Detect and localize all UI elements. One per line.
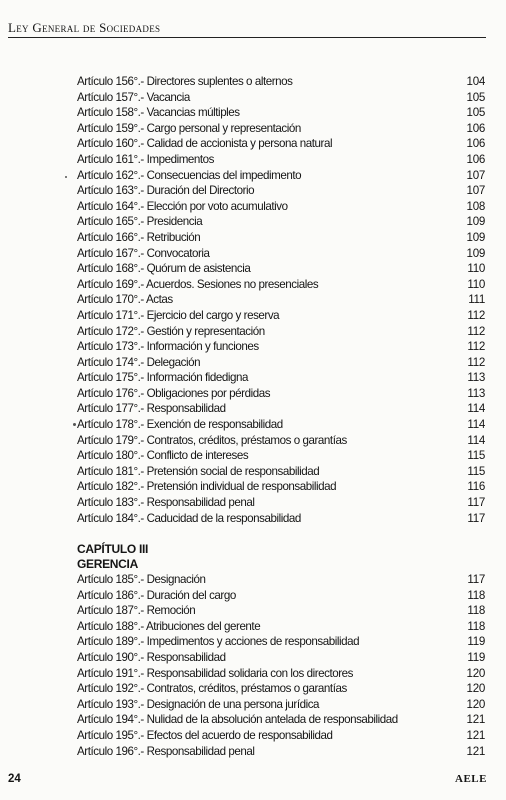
toc-entry-page: 106 (466, 137, 485, 151)
toc-entry-page: 118 (467, 619, 485, 633)
toc-entry (77, 634, 485, 650)
toc-entry-title: Artículo 170°.- Actas (77, 293, 173, 307)
toc-entry-page: 112 (467, 324, 485, 338)
toc-entry (77, 712, 485, 728)
toc-entry-page: 110 (467, 277, 485, 291)
toc-entry-page: 104 (466, 75, 485, 88)
toc-entry-page: 116 (467, 480, 485, 494)
toc-entry (77, 588, 485, 604)
toc-entry-title: Artículo 166°.- Retribución (77, 230, 201, 244)
toc-entry-page: 110 (467, 262, 485, 276)
toc-entry (77, 495, 485, 511)
toc-entry-title: Artículo 165°.- Presidencia (77, 215, 203, 229)
toc-entry (77, 277, 485, 293)
toc-entry (77, 666, 485, 682)
toc-entry-title: Artículo 180°.- Conflicto de intereses (77, 449, 249, 463)
toc-entry-page: 120 (466, 697, 485, 711)
chapter-name: GERENCIA (77, 557, 138, 571)
toc-entry-title: Artículo 163°.- Duración del Directorio (77, 184, 255, 198)
toc-entry-page: 117 (467, 511, 485, 525)
toc-entry (77, 199, 485, 215)
toc-entry-title: Artículo 187°.- Remoción (77, 604, 196, 618)
toc-entry (77, 261, 485, 277)
toc-entry-page: 109 (466, 215, 485, 229)
toc-entry-title: Artículo 186°.- Duración del cargo (77, 588, 236, 602)
toc-entry-page: 106 (466, 152, 485, 166)
toc-entry (77, 650, 485, 666)
chapter-label: CAPÍTULO III (77, 542, 149, 556)
toc-entry-title: Artículo 183°.- Responsabilidad penal (77, 496, 255, 510)
toc-entry (77, 152, 485, 168)
toc-entry (77, 619, 485, 635)
page-number: 24 (8, 773, 21, 785)
toc-entry (77, 744, 485, 760)
toc-entry-page: 109 (466, 246, 485, 260)
toc-entry-title: Artículo 173°.- Información y funciones (77, 340, 259, 354)
toc-entry (77, 230, 485, 246)
toc-entry-page: 115 (467, 464, 485, 478)
running-header-title: Ley General de Sociedades (8, 20, 161, 35)
toc-entry-title: Artículo 189°.- Impedimentos y acciones de responsabilidad (77, 635, 360, 649)
toc-entry (77, 105, 485, 121)
print-speck (65, 176, 67, 178)
toc-entry (77, 511, 485, 527)
toc-entry (77, 292, 485, 308)
toc-entry-title: Artículo 185°.- Designación (77, 573, 206, 586)
toc-entry-page: 105 (466, 90, 485, 104)
toc-entry-page: 115 (467, 449, 485, 463)
toc-entry-page: 112 (467, 355, 485, 369)
toc-entry-title: Artículo 169°.- Acuerdos. Sesiones no presenciales (77, 277, 319, 291)
toc-entry (77, 168, 485, 184)
toc-entry-title: Artículo 162°.- Consecuencias del impedimento (77, 168, 302, 182)
toc-entry-title: Artículo 192°.- Contratos, créditos, préstamos o garantías (77, 682, 347, 696)
toc-entry-page: 118 (467, 604, 485, 618)
toc-entry-page: 117 (467, 496, 485, 510)
toc-entry (77, 728, 485, 744)
toc-entry-title: Artículo 171°.- Ejercicio del cargo y reserva (77, 308, 280, 322)
header-rule (8, 37, 486, 38)
toc-entry-title: Artículo 196°.- Responsabilidad penal (77, 744, 255, 758)
toc-entry-title: Artículo 161°.- Impedimentos (77, 152, 215, 166)
toc-entry-page: 114 (467, 418, 485, 432)
toc-entry (77, 370, 485, 386)
toc-entry (77, 324, 485, 340)
toc-entry-title: Artículo 159°.- Cargo personal y representación (77, 121, 301, 135)
toc-entry-title: Artículo 181°.- Pretensión social de responsabilidad (77, 464, 320, 478)
toc-entry (77, 572, 485, 588)
print-speck (73, 423, 76, 426)
toc-entry-title: Artículo 177°.- Responsabilidad (77, 402, 226, 416)
toc-entry-title: Artículo 182°.- Pretensión individual de responsabilidad (77, 480, 337, 494)
toc-entry (77, 339, 485, 355)
toc-entry (77, 214, 485, 230)
toc-entry-title: Artículo 168°.- Quórum de asistencia (77, 262, 251, 276)
toc-entry (77, 464, 485, 480)
toc-entry-title: Artículo 167°.- Convocatoria (77, 246, 210, 260)
toc-entry-title: Artículo 175°.- Información fidedigna (77, 371, 249, 385)
toc-entry-page: 111 (468, 293, 485, 307)
toc-entry-title: Artículo 178°.- Exención de responsabilidad (77, 418, 283, 432)
toc-entry (77, 121, 485, 137)
toc-entry-title: Artículo 176°.- Obligaciones por pérdidas (77, 386, 271, 400)
table-of-contents-bottom (77, 572, 485, 759)
toc-entry-page: 119 (467, 650, 485, 664)
toc-entry (77, 401, 485, 417)
toc-entry-page: 121 (466, 713, 485, 727)
publisher-brand: AELE (455, 773, 487, 785)
toc-entry-title: Artículo 194°.- Nulidad de la absolución antelada de responsabilidad (77, 713, 398, 727)
toc-entry-title: Artículo 174°.- Delegación (77, 355, 201, 369)
toc-entry-page: 118 (467, 588, 485, 602)
table-of-contents-top (77, 74, 485, 526)
toc-entry-page: 120 (466, 666, 485, 680)
toc-entry-page: 105 (466, 106, 485, 120)
toc-entry-page: 106 (466, 121, 485, 135)
toc-entry (77, 308, 485, 324)
toc-entry (77, 448, 485, 464)
toc-entry-title: Artículo 158°.- Vacancias múltiples (77, 106, 240, 120)
toc-entry-title: Artículo 188°.- Atribuciones del gerente (77, 619, 261, 633)
toc-entry-page: 114 (467, 433, 485, 447)
toc-entry-page: 119 (467, 635, 485, 649)
toc-entry-title: Artículo 195°.- Efectos del acuerdo de responsabilidad (77, 728, 333, 742)
toc-entry (77, 90, 485, 106)
toc-entry-page: 107 (466, 184, 485, 198)
toc-entry (77, 246, 485, 262)
toc-entry (77, 386, 485, 402)
toc-entry-title: Artículo 184°.- Caducidad de la responsabilidad (77, 511, 301, 525)
toc-entry-page: 112 (467, 340, 485, 354)
toc-entry-title: Artículo 193°.- Designación de una persona jurídica (77, 697, 320, 711)
toc-entry (77, 74, 485, 90)
toc-entry-page: 107 (466, 168, 485, 182)
toc-entry-title: Artículo 191°.- Responsabilidad solidaria con los directores (77, 666, 354, 680)
toc-entry-page: 109 (466, 230, 485, 244)
toc-entry-page: 117 (467, 573, 485, 586)
toc-entry (77, 183, 485, 199)
toc-entry (77, 136, 485, 152)
toc-entry-title: Artículo 157°.- Vacancia (77, 90, 190, 104)
toc-entry-page: 121 (466, 744, 485, 758)
toc-entry-page: 113 (467, 371, 485, 385)
toc-entry (77, 433, 485, 449)
toc-entry (77, 681, 485, 697)
toc-entry-title: Artículo 190°.- Responsabilidad (77, 650, 226, 664)
toc-entry-page: 112 (467, 308, 485, 322)
toc-entry-page: 121 (466, 728, 485, 742)
toc-entry-title: Artículo 172°.- Gestión y representación (77, 324, 265, 338)
toc-entry-title: Artículo 179°.- Contratos, créditos, préstamos o garantías (77, 433, 347, 447)
toc-entry-page: 113 (467, 386, 485, 400)
toc-entry (77, 697, 485, 713)
toc-entry-page: 120 (466, 682, 485, 696)
toc-entry-title: Artículo 160°.- Calidad de accionista y persona natural (77, 137, 333, 151)
toc-entry-title: Artículo 164°.- Elección por voto acumulativo (77, 199, 288, 213)
toc-entry (77, 355, 485, 371)
toc-entry-page: 114 (467, 402, 485, 416)
toc-entry-title: Artículo 156°.- Directores suplentes o alternos (77, 75, 293, 88)
toc-entry (77, 479, 485, 495)
toc-entry (77, 603, 485, 619)
toc-entry-page: 108 (466, 199, 485, 213)
toc-entry (77, 417, 485, 433)
